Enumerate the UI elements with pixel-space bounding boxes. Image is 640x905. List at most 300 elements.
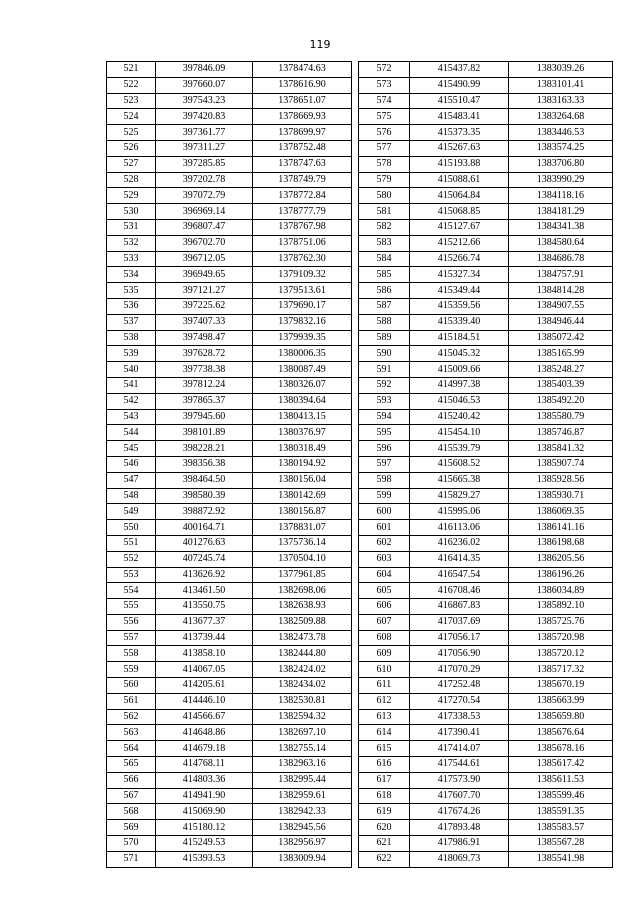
x-coordinate-cell: 415266.74: [410, 251, 509, 267]
x-coordinate-cell: 398101.89: [156, 425, 253, 441]
y-coordinate-cell: 1382638.93: [253, 599, 352, 615]
x-coordinate-cell: 416113.06: [410, 520, 509, 536]
y-coordinate-cell: 1378669.93: [253, 109, 352, 125]
table-row: [107, 851, 352, 867]
y-coordinate-cell: 1378831.07: [253, 520, 352, 536]
table-row: [107, 441, 352, 457]
point-number-cell: 551: [107, 535, 156, 551]
x-coordinate-cell: 397407.33: [156, 314, 253, 330]
x-coordinate-cell: 417607.70: [410, 788, 509, 804]
table-row: [359, 472, 613, 488]
table-row: [359, 551, 613, 567]
table-row: [107, 757, 352, 773]
point-number-cell: 530: [107, 204, 156, 220]
table-row: [107, 109, 352, 125]
point-number-cell: 613: [359, 709, 410, 725]
point-number-cell: 542: [107, 393, 156, 409]
point-number-cell: 539: [107, 346, 156, 362]
point-number-cell: 579: [359, 172, 410, 188]
table-row: [107, 219, 352, 235]
x-coordinate-cell: 400164.71: [156, 520, 253, 536]
table-row: [107, 425, 352, 441]
y-coordinate-cell: 1386198.68: [509, 535, 613, 551]
point-number-cell: 598: [359, 472, 410, 488]
x-coordinate-cell: 417893.48: [410, 820, 509, 836]
x-coordinate-cell: 417573.90: [410, 772, 509, 788]
point-number-cell: 587: [359, 298, 410, 314]
x-coordinate-cell: 414566.67: [156, 709, 253, 725]
point-number-cell: 527: [107, 156, 156, 172]
x-coordinate-cell: 398872.92: [156, 504, 253, 520]
point-number-cell: 585: [359, 267, 410, 283]
y-coordinate-cell: 1384814.28: [509, 283, 613, 299]
point-number-cell: 552: [107, 551, 156, 567]
x-coordinate-cell: 417056.17: [410, 630, 509, 646]
table-row: [359, 836, 613, 852]
x-coordinate-cell: 417986.91: [410, 836, 509, 852]
point-number-cell: 617: [359, 772, 410, 788]
table-row: [359, 314, 613, 330]
y-coordinate-cell: 1382434.02: [253, 678, 352, 694]
table-row: [107, 472, 352, 488]
point-number-cell: 526: [107, 140, 156, 156]
x-coordinate-cell: 415069.90: [156, 804, 253, 820]
y-coordinate-cell: 1383009.94: [253, 851, 352, 867]
table-row: [359, 646, 613, 662]
point-number-cell: 608: [359, 630, 410, 646]
x-coordinate-cell: 415068.85: [410, 204, 509, 220]
y-coordinate-cell: 1385541.98: [509, 851, 613, 867]
point-number-cell: 549: [107, 504, 156, 520]
point-number-cell: 548: [107, 488, 156, 504]
y-coordinate-cell: 1385580.79: [509, 409, 613, 425]
y-coordinate-cell: 1383163.33: [509, 93, 613, 109]
y-coordinate-cell: 1385928.56: [509, 472, 613, 488]
y-coordinate-cell: 1385599.46: [509, 788, 613, 804]
y-coordinate-cell: 1380142.69: [253, 488, 352, 504]
x-coordinate-cell: 416236.02: [410, 535, 509, 551]
y-coordinate-cell: 1380326.07: [253, 377, 352, 393]
point-number-cell: 537: [107, 314, 156, 330]
point-number-cell: 618: [359, 788, 410, 804]
table-row: [107, 267, 352, 283]
y-coordinate-cell: 1380156.87: [253, 504, 352, 520]
y-coordinate-cell: 1385248.27: [509, 362, 613, 378]
x-coordinate-cell: 414446.10: [156, 693, 253, 709]
x-coordinate-cell: 415045.32: [410, 346, 509, 362]
point-number-cell: 604: [359, 567, 410, 583]
point-number-cell: 536: [107, 298, 156, 314]
point-number-cell: 581: [359, 204, 410, 220]
y-coordinate-cell: 1378772.84: [253, 188, 352, 204]
point-number-cell: 588: [359, 314, 410, 330]
point-number-cell: 572: [359, 62, 410, 78]
x-coordinate-cell: 398228.21: [156, 441, 253, 457]
y-coordinate-cell: 1382444.80: [253, 646, 352, 662]
table-row: [359, 614, 613, 630]
y-coordinate-cell: 1379109.32: [253, 267, 352, 283]
table-row: [359, 456, 613, 472]
point-number-cell: 600: [359, 504, 410, 520]
x-coordinate-cell: 396969.14: [156, 204, 253, 220]
y-coordinate-cell: 1385670.19: [509, 678, 613, 694]
table-row: [107, 235, 352, 251]
table-row: [107, 567, 352, 583]
table-row: [107, 251, 352, 267]
x-coordinate-cell: 413626.92: [156, 567, 253, 583]
x-coordinate-cell: 397660.07: [156, 77, 253, 93]
table-row: [359, 219, 613, 235]
table-row: [359, 77, 613, 93]
x-coordinate-cell: 417037.69: [410, 614, 509, 630]
y-coordinate-cell: 1383446.53: [509, 125, 613, 141]
x-coordinate-cell: 415127.67: [410, 219, 509, 235]
table-row: [107, 678, 352, 694]
x-coordinate-cell: 415483.41: [410, 109, 509, 125]
x-coordinate-cell: 415339.40: [410, 314, 509, 330]
x-coordinate-cell: 415327.34: [410, 267, 509, 283]
x-coordinate-cell: 415046.53: [410, 393, 509, 409]
y-coordinate-cell: 1382697.10: [253, 725, 352, 741]
table-row: [107, 820, 352, 836]
page-number: 119: [309, 38, 331, 51]
x-coordinate-cell: 415490.99: [410, 77, 509, 93]
table-row: [107, 630, 352, 646]
table-row: [359, 188, 613, 204]
coordinate-table-left: [106, 61, 352, 868]
point-number-cell: 557: [107, 630, 156, 646]
coordinate-table-right-body: [359, 62, 613, 868]
y-coordinate-cell: 1378749.79: [253, 172, 352, 188]
x-coordinate-cell: 398464.50: [156, 472, 253, 488]
x-coordinate-cell: 397202.78: [156, 172, 253, 188]
y-coordinate-cell: 1384580.64: [509, 235, 613, 251]
point-number-cell: 571: [107, 851, 156, 867]
table-row: [359, 709, 613, 725]
x-coordinate-cell: 396807.47: [156, 219, 253, 235]
point-number-cell: 574: [359, 93, 410, 109]
x-coordinate-cell: 397846.09: [156, 62, 253, 78]
table-row: [107, 346, 352, 362]
y-coordinate-cell: 1386034.89: [509, 583, 613, 599]
y-coordinate-cell: 1385746.87: [509, 425, 613, 441]
point-number-cell: 593: [359, 393, 410, 409]
y-coordinate-cell: 1383574.25: [509, 140, 613, 156]
point-number-cell: 555: [107, 599, 156, 615]
y-coordinate-cell: 1385617.42: [509, 757, 613, 773]
point-number-cell: 545: [107, 441, 156, 457]
y-coordinate-cell: 1384341.38: [509, 219, 613, 235]
x-coordinate-cell: 415437.82: [410, 62, 509, 78]
y-coordinate-cell: 1385072.42: [509, 330, 613, 346]
y-coordinate-cell: 1385659.80: [509, 709, 613, 725]
point-number-cell: 622: [359, 851, 410, 867]
x-coordinate-cell: 414997.38: [410, 377, 509, 393]
point-number-cell: 586: [359, 283, 410, 299]
table-row: [359, 535, 613, 551]
table-row: [107, 693, 352, 709]
point-number-cell: 525: [107, 125, 156, 141]
x-coordinate-cell: 415064.84: [410, 188, 509, 204]
y-coordinate-cell: 1386141.16: [509, 520, 613, 536]
x-coordinate-cell: 397498.47: [156, 330, 253, 346]
point-number-cell: 541: [107, 377, 156, 393]
x-coordinate-cell: 398580.39: [156, 488, 253, 504]
y-coordinate-cell: 1382956.97: [253, 836, 352, 852]
table-row: [359, 93, 613, 109]
point-number-cell: 558: [107, 646, 156, 662]
x-coordinate-cell: 415665.38: [410, 472, 509, 488]
y-coordinate-cell: 1385717.32: [509, 662, 613, 678]
coordinate-table-right: [358, 61, 613, 868]
table-row: [359, 377, 613, 393]
point-number-cell: 616: [359, 757, 410, 773]
point-number-cell: 573: [359, 77, 410, 93]
y-coordinate-cell: 1379939.35: [253, 330, 352, 346]
table-row: [107, 156, 352, 172]
table-row: [107, 725, 352, 741]
x-coordinate-cell: 416867.83: [410, 599, 509, 615]
table-row: [107, 77, 352, 93]
y-coordinate-cell: 1382942.33: [253, 804, 352, 820]
table-row: [107, 93, 352, 109]
x-coordinate-cell: 415454.10: [410, 425, 509, 441]
table-row: [107, 836, 352, 852]
point-number-cell: 611: [359, 678, 410, 694]
point-number-cell: 620: [359, 820, 410, 836]
y-coordinate-cell: 1378751.06: [253, 235, 352, 251]
point-number-cell: 522: [107, 77, 156, 93]
table-row: [359, 204, 613, 220]
point-number-cell: 621: [359, 836, 410, 852]
point-number-cell: 589: [359, 330, 410, 346]
y-coordinate-cell: 1382698.06: [253, 583, 352, 599]
point-number-cell: 577: [359, 140, 410, 156]
point-number-cell: 596: [359, 441, 410, 457]
y-coordinate-cell: 1382594.32: [253, 709, 352, 725]
x-coordinate-cell: 397945.60: [156, 409, 253, 425]
point-number-cell: 580: [359, 188, 410, 204]
y-coordinate-cell: 1384757.91: [509, 267, 613, 283]
y-coordinate-cell: 1385567.28: [509, 836, 613, 852]
point-number-cell: 538: [107, 330, 156, 346]
table-row: [107, 456, 352, 472]
point-number-cell: 602: [359, 535, 410, 551]
x-coordinate-cell: 414941.90: [156, 788, 253, 804]
y-coordinate-cell: 1386205.56: [509, 551, 613, 567]
x-coordinate-cell: 397285.85: [156, 156, 253, 172]
table-row: [107, 125, 352, 141]
x-coordinate-cell: 417544.61: [410, 757, 509, 773]
x-coordinate-cell: 397225.62: [156, 298, 253, 314]
table-row: [359, 140, 613, 156]
x-coordinate-cell: 401276.63: [156, 535, 253, 551]
x-coordinate-cell: 415995.06: [410, 504, 509, 520]
x-coordinate-cell: 415212.66: [410, 235, 509, 251]
point-number-cell: 528: [107, 172, 156, 188]
table-row: [359, 630, 613, 646]
y-coordinate-cell: 1380318.49: [253, 441, 352, 457]
y-coordinate-cell: 1385892.10: [509, 599, 613, 615]
x-coordinate-cell: 413461.50: [156, 583, 253, 599]
point-number-cell: 583: [359, 235, 410, 251]
y-coordinate-cell: 1382963.16: [253, 757, 352, 773]
point-number-cell: 615: [359, 741, 410, 757]
table-row: [359, 567, 613, 583]
table-row: [107, 314, 352, 330]
x-coordinate-cell: 398356.38: [156, 456, 253, 472]
table-row: [359, 393, 613, 409]
y-coordinate-cell: 1385403.39: [509, 377, 613, 393]
table-row: [359, 678, 613, 694]
x-coordinate-cell: 415359.56: [410, 298, 509, 314]
point-number-cell: 544: [107, 425, 156, 441]
point-number-cell: 582: [359, 219, 410, 235]
x-coordinate-cell: 417252.48: [410, 678, 509, 694]
table-row: [359, 788, 613, 804]
y-coordinate-cell: 1382959.61: [253, 788, 352, 804]
y-coordinate-cell: 1378699.97: [253, 125, 352, 141]
table-row: [107, 283, 352, 299]
y-coordinate-cell: 1385165.99: [509, 346, 613, 362]
y-coordinate-cell: 1385611.53: [509, 772, 613, 788]
y-coordinate-cell: 1385725.76: [509, 614, 613, 630]
y-coordinate-cell: 1385720.12: [509, 646, 613, 662]
x-coordinate-cell: 416708.46: [410, 583, 509, 599]
x-coordinate-cell: 415510.47: [410, 93, 509, 109]
x-coordinate-cell: 397361.77: [156, 125, 253, 141]
table-row: [107, 551, 352, 567]
point-number-cell: 603: [359, 551, 410, 567]
y-coordinate-cell: 1382995.44: [253, 772, 352, 788]
table-row: [359, 662, 613, 678]
table-row: [107, 614, 352, 630]
y-coordinate-cell: 1380376.97: [253, 425, 352, 441]
point-number-cell: 595: [359, 425, 410, 441]
point-number-cell: 562: [107, 709, 156, 725]
point-number-cell: 543: [107, 409, 156, 425]
point-number-cell: 524: [107, 109, 156, 125]
x-coordinate-cell: 417674.26: [410, 804, 509, 820]
table-row: [107, 62, 352, 78]
table-row: [359, 583, 613, 599]
table-row: [359, 409, 613, 425]
point-number-cell: 531: [107, 219, 156, 235]
x-coordinate-cell: 397812.24: [156, 377, 253, 393]
x-coordinate-cell: 414803.36: [156, 772, 253, 788]
table-row: [359, 804, 613, 820]
x-coordinate-cell: 397311.27: [156, 140, 253, 156]
point-number-cell: 559: [107, 662, 156, 678]
table-row: [359, 156, 613, 172]
y-coordinate-cell: 1384181.29: [509, 204, 613, 220]
y-coordinate-cell: 1370504.10: [253, 551, 352, 567]
table-row: [107, 772, 352, 788]
table-row: [359, 330, 613, 346]
point-number-cell: 576: [359, 125, 410, 141]
point-number-cell: 529: [107, 188, 156, 204]
point-number-cell: 592: [359, 377, 410, 393]
y-coordinate-cell: 1378777.79: [253, 204, 352, 220]
y-coordinate-cell: 1382473.78: [253, 630, 352, 646]
table-row: [107, 362, 352, 378]
y-coordinate-cell: 1383264.68: [509, 109, 613, 125]
y-coordinate-cell: 1383706.80: [509, 156, 613, 172]
x-coordinate-cell: 413550.75: [156, 599, 253, 615]
x-coordinate-cell: 415608.52: [410, 456, 509, 472]
point-number-cell: 523: [107, 93, 156, 109]
x-coordinate-cell: 415539.79: [410, 441, 509, 457]
point-number-cell: 575: [359, 109, 410, 125]
point-number-cell: 546: [107, 456, 156, 472]
y-coordinate-cell: 1383990.29: [509, 172, 613, 188]
x-coordinate-cell: 397121.27: [156, 283, 253, 299]
table-row: [359, 346, 613, 362]
table-row: [107, 804, 352, 820]
y-coordinate-cell: 1379690.17: [253, 298, 352, 314]
y-coordinate-cell: 1378651.07: [253, 93, 352, 109]
x-coordinate-cell: 413677.37: [156, 614, 253, 630]
x-coordinate-cell: 416547.54: [410, 567, 509, 583]
y-coordinate-cell: 1380156.04: [253, 472, 352, 488]
point-number-cell: 605: [359, 583, 410, 599]
x-coordinate-cell: 418069.73: [410, 851, 509, 867]
table-row: [359, 772, 613, 788]
point-number-cell: 606: [359, 599, 410, 615]
point-number-cell: 601: [359, 520, 410, 536]
table-row: [359, 283, 613, 299]
x-coordinate-cell: 417056.90: [410, 646, 509, 662]
y-coordinate-cell: 1382755.14: [253, 741, 352, 757]
x-coordinate-cell: 414067.05: [156, 662, 253, 678]
point-number-cell: 560: [107, 678, 156, 694]
table-row: [359, 125, 613, 141]
y-coordinate-cell: 1386196.26: [509, 567, 613, 583]
table-row: [107, 535, 352, 551]
point-number-cell: 556: [107, 614, 156, 630]
x-coordinate-cell: 397543.23: [156, 93, 253, 109]
x-coordinate-cell: 413858.10: [156, 646, 253, 662]
point-number-cell: 584: [359, 251, 410, 267]
y-coordinate-cell: 1375736.14: [253, 535, 352, 551]
point-number-cell: 607: [359, 614, 410, 630]
point-number-cell: 547: [107, 472, 156, 488]
table-row: [359, 235, 613, 251]
point-number-cell: 540: [107, 362, 156, 378]
y-coordinate-cell: 1380087.49: [253, 362, 352, 378]
point-number-cell: 578: [359, 156, 410, 172]
table-row: [359, 693, 613, 709]
y-coordinate-cell: 1377961.85: [253, 567, 352, 583]
y-coordinate-cell: 1378762.30: [253, 251, 352, 267]
point-number-cell: 534: [107, 267, 156, 283]
y-coordinate-cell: 1383101.41: [509, 77, 613, 93]
table-row: [107, 709, 352, 725]
point-number-cell: 599: [359, 488, 410, 504]
point-number-cell: 535: [107, 283, 156, 299]
y-coordinate-cell: 1384118.16: [509, 188, 613, 204]
point-number-cell: 554: [107, 583, 156, 599]
table-row: [359, 362, 613, 378]
x-coordinate-cell: 397738.38: [156, 362, 253, 378]
y-coordinate-cell: 1385841.32: [509, 441, 613, 457]
y-coordinate-cell: 1384946.44: [509, 314, 613, 330]
coordinate-table-left-body: [107, 62, 352, 868]
y-coordinate-cell: 1378616.90: [253, 77, 352, 93]
table-row: [107, 662, 352, 678]
point-number-cell: 564: [107, 741, 156, 757]
y-coordinate-cell: 1385930.71: [509, 488, 613, 504]
